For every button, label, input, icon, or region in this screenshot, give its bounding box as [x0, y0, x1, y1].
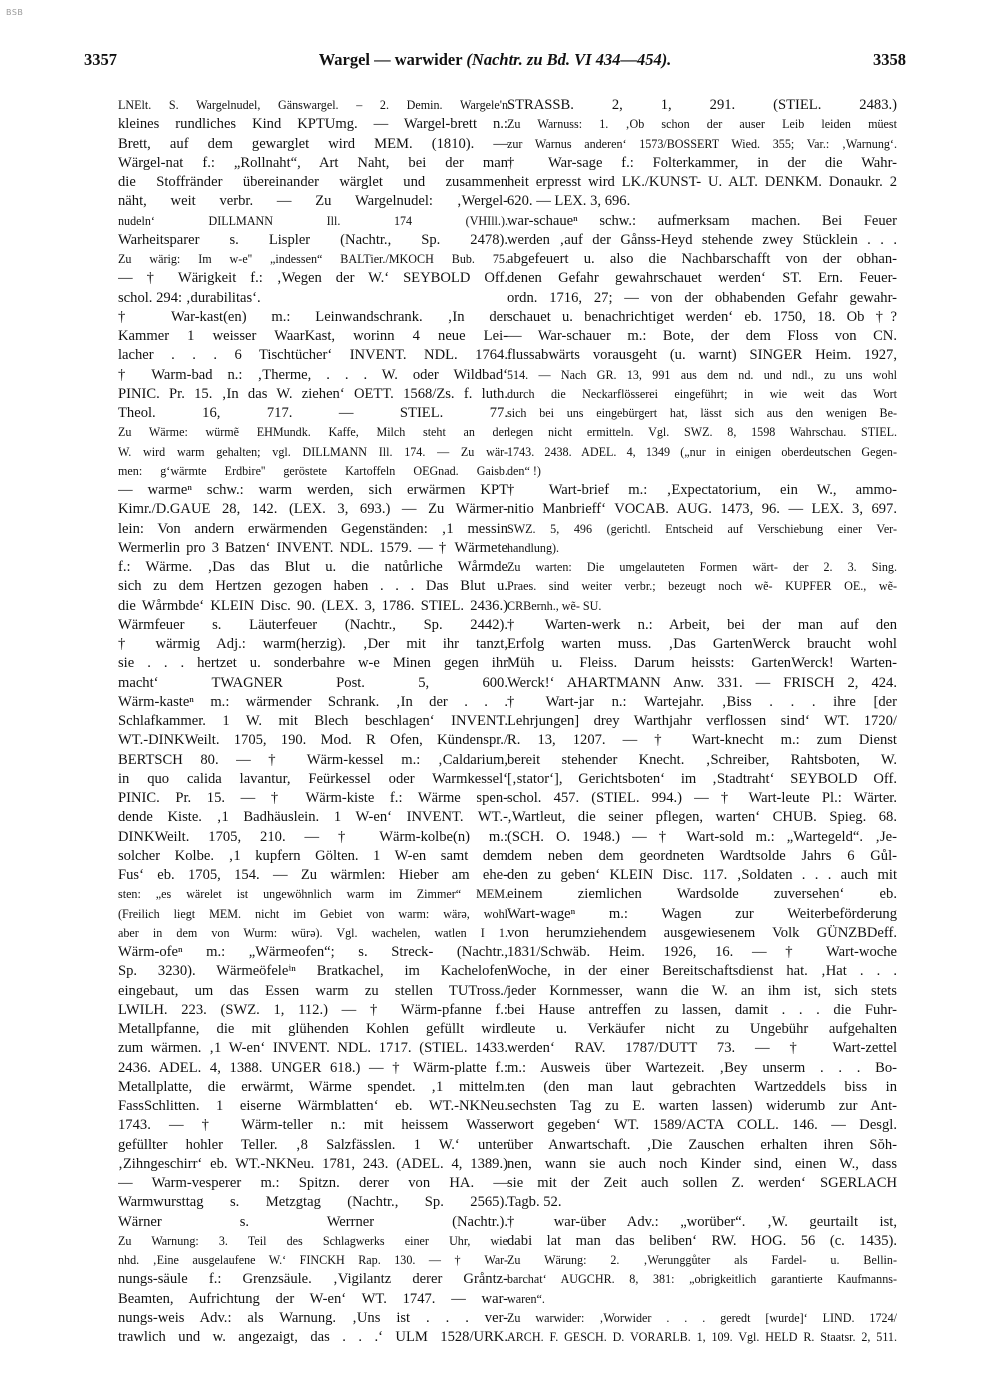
text-line: — warmeⁿ schw.: warm werden, sich erwärmen KPT — [118, 482, 508, 498]
text-line: sie . . . hertzet u. sonderbahre w-e Minen gegen ihr — [118, 655, 508, 672]
text-line: [‚stator‘], Gerichtsboten‘ im ‚Stadtraht‘ SEYBOLD Off. — [507, 770, 897, 787]
text-line: denen Gefahr gewahrschauet werden‘ ST. Ern. Feuer- — [507, 270, 897, 287]
text-line: ten (den man laut gebrachten Wartzeddels biss in — [507, 1078, 897, 1095]
text-line: 1743. — † Wärm-teller n.: mit heissem Wasser — [118, 1117, 508, 1134]
text-line: solcher Kolbe. ‚1 kupfern Gölten. 1 W-en samt dem — [118, 847, 508, 864]
text-line: Zu Wärung: 2. ‚Werunggůter als Fardel- u. Bellin- — [507, 1253, 897, 1267]
text-line: (Freilich liegt MEM. nicht im Gebiet von warm: wärə, wohl — [118, 906, 508, 921]
text-line: dabi lat man das beliben‘ RW. HOG. 56 (c. 1435). — [507, 1232, 897, 1249]
text-line: 620. — LEX. 3, 696. — [507, 193, 631, 210]
text-line: 1743. 2438. ADEL. 4, 1349 („nur in einigen oberdeutschen Gegen- — [507, 444, 897, 459]
text-line: FassSchlitten. 1 eiserne Wärmblatten‘ eb. WT.-NKNeu. — [118, 1098, 508, 1114]
text-line: barchat‘ AUGCHR. 8, 381: „obrigkeitlich garantierte Kaufmanns- — [507, 1272, 897, 1287]
text-line: Zu Warnung: 3. Teil des Schlagwerks einer Uhr, wie — [118, 1233, 508, 1248]
text-line: Praes. sind weiter verbr.; bezeugt noch wẽ- KUPFER OE., wẽ- — [507, 579, 897, 594]
text-line: Beamten, Aufrichtung der W-en‘ WT. 1747. — war- — [118, 1290, 508, 1307]
text-line: Warmwursttag s. Metzgtag (Nachtr., Sp. 2565). — [118, 1194, 508, 1211]
text-line: Zu warten: Die umgelauteten Formen wärt- der 2. 3. Sing. — [507, 560, 897, 574]
text-line: Metallpfanne, die mit glühenden Kohlen gefüllt wird — [118, 1021, 508, 1037]
text-line: Schlafkammer. 1 W. mit Blech beschlagen‘ INVENT. — [118, 713, 508, 729]
text-line: LWILH. 223. (SWZ. 1, 112.) — † Wärm-pfanne f.: — [118, 1001, 508, 1018]
text-line: Kimr./D.GAUE 28, 142. (LEX. 3, 693.) — Zu Wärmer- — [118, 501, 508, 518]
text-line: leute u. Verkäufer nicht zu Ungebühr aufgehalten — [507, 1021, 897, 1037]
text-line: Zu Warnuss: 1. ‚Ob schon der auser Leib leiden müest — [507, 117, 897, 132]
text-line: PINIC. Pr. 15. — † Wärm-kiste f.: Wärme spen- — [118, 790, 508, 806]
text-line: † War-sage f.: Folterkammer, in der die Wahr- — [507, 154, 897, 171]
text-line: sich zu dem Hertzen gezogen haben . . . Das Blut u. — [118, 578, 508, 595]
text-line: men: gʻwärmte Erdbire'' geröstete Kartoffeln OEGnad. Gaisb. — [118, 463, 508, 478]
text-line: — Warm-vesperer m.: Spitzn. derer von HA. — — [118, 1175, 508, 1191]
text-line: nungs-säule f.: Grenzsäule. ‚Vigilantz derer Gråntz- — [118, 1271, 508, 1288]
text-line: Woche, in der einer Bereitschaftsdienst hat. ‚Hat . . . — [507, 963, 897, 980]
text-line: Werck!‘ AHARTMANN Anw. 331. — FRISCH 2, 424. — [507, 674, 897, 691]
page-number-right: 3358 — [873, 50, 906, 69]
text-line: Lehrjungen] drey Warthjahr verflossen sind‘ WT. 1720/ — [507, 713, 897, 729]
text-line: † Warten-werk n.: Arbeit, bei der man auf den — [507, 616, 897, 633]
text-line: ‚Zihngeschirr‘ eb. WT.-NKNeu. 1781, 243. (ADEL. 4, 1389.) — [118, 1155, 508, 1172]
text-line: Kammer 1 weisser WaarKast, worinn 4 neue Lei- — [118, 328, 508, 344]
text-line: war-schaueⁿ schw.: aufmerksam machen. Bei Feuer — [507, 212, 897, 229]
text-line: Zu Wärme: würmẽ EHMundk. Kaffe, Milch steht an der — [118, 425, 508, 440]
text-line: einem ziemlichen Wardsolde zuversehen‘ eb. — [507, 886, 897, 903]
text-line: 514. — Nach GR. 13, 991 aus dem nd. und ndl., zu uns wohl — [507, 367, 897, 382]
text-line: 2436. ADEL. 4, 1388. UNGER 618.) — † Wärm-platte f.: — [118, 1059, 508, 1076]
text-line: zur Warnus anderen‘ 1573/BOSSERT Wied. 355; Var.: ‚Warnung‘. — [507, 136, 897, 151]
text-line: † War-kast(en) m.: Leinwandschrank. ‚In der — [118, 308, 508, 325]
text-line: Zu warwider: ‚Worwider . . . geredt [wurde]‘ LIND. 1724/ — [507, 1310, 897, 1325]
text-line: Metallplatte, die erwärmt, Wärme spendet. ‚1 mittelm. — [118, 1078, 508, 1095]
library-stamp: BSB — [6, 8, 24, 17]
text-line: eingebaut, um das Essen warm zu stellen TUTross./ — [118, 982, 508, 999]
text-line: Wärm-ofeⁿ m.: „Wärmeofen“; s. Streck- (Nachtr., — [118, 944, 508, 960]
text-line: 1831/Schwäb. Heim. 1926, 16. — † Wart-woche — [507, 944, 897, 960]
text-line: waren“. — [507, 1291, 545, 1306]
text-line: schol. 294: ‚durabilitas‘. — [118, 289, 261, 306]
text-line: lacher . . . 6 Tischtücher‘ INVENT. NDL. 1764. — [118, 347, 508, 364]
text-line: Wart-wageⁿ m.: Wagen zur Weiterbeförderung — [507, 905, 897, 922]
text-line: nhd. ‚Eine ausgelaufene W.‘ FINCKH Rap. 130. — † War- — [118, 1253, 508, 1267]
running-title-text: Wargel — warwider — [318, 50, 463, 69]
text-line: kleines rundliches Kind KPTUmg. — Wargel-brett n.: — [118, 116, 508, 133]
text-line: m.: Ausweis über Wartezeit. ‚Bey unserm . . . Bo- — [507, 1059, 897, 1076]
text-line: von herumziehendem ausgewiesenem Volk GÜNZBDeff. — [507, 924, 897, 941]
text-line: legen nicht ermitteln. Vgl. SWZ. 8, 1598 Wahrschau. STIEL. — [507, 425, 897, 440]
text-line: bereit stehender Knecht. ‚Schreiber, Rahtsboten, W. — [507, 751, 897, 768]
text-line: † Warm-bad n.: ‚Therme, . . . W. oder Wildbad‘ — [118, 366, 508, 383]
text-line: WT.-DINKWeilt. 1705, 190. Mod. R Ofen, Kündenspr./ — [118, 732, 508, 749]
text-line: abgefeuert u. also die Nachbarschafft von der obhan- — [507, 251, 897, 267]
text-line: aber in dem von Wurm: würə). Vgl. wachelen, watlen I 1. — [118, 925, 508, 940]
text-line: über Anwartschaft. ‚Die Zauschen erhalten ihren Sŏh- — [507, 1136, 897, 1153]
text-line: die Wårmbde‘ KLEIN Disc. 90. (LEX. 3, 1786. STIEL. 2436.) — [118, 597, 508, 614]
text-line: dem neben dem geordneten Wardtsolde Jahrs 6 Gůl- — [507, 847, 897, 864]
text-line: Warheitsparer s. Lispler (Nachtr., Sp. 2478). — [118, 231, 508, 248]
text-line: heit erpresst wird LK./KUNST- U. ALT. DENKM. Donaukr. 2 — [507, 174, 897, 190]
left-column — [118, 96, 508, 1347]
text-line: † Wart-jar n.: Wartejahr. ‚Biss . . . ihre [der — [507, 693, 897, 710]
text-line: — War-schauer m.: Bote, der dem Floss von CN. — [507, 328, 897, 344]
text-line: schol. 457. (STIEL. 994.) — † Wart-leute Pl.: Wärter. — [507, 790, 897, 806]
text-line: DINKWeilt. 1705, 210. — † Wärm-kolbe(n) m.: — [118, 828, 508, 845]
page-number-left: 3357 — [84, 50, 117, 69]
text-line: Müh u. Fleiss. Darum heissts: GartenWerck! Warten- — [507, 655, 897, 672]
text-line: durch die Neckarflösserei eingeführt; in wie weit das Wort — [507, 386, 897, 401]
text-line: ARCH. F. GESCH. D. VORARLB. 1, 109. Vgl. HELD R. Staatsr. 2, 511. — [507, 1330, 897, 1344]
text-line: jeder Kornmesser, wann die W. an ihm ist, sich stets — [507, 982, 897, 999]
text-line: den zu geben‘ KLEIN Disc. 117. ‚Soldaten . . . auch mit — [507, 867, 897, 883]
text-line: Theol. 16, 717. — STIEL. 77. — [118, 405, 508, 421]
text-line: BERTSCH 80. — † Wärm-kessel m.: ‚Caldarium, — [118, 751, 508, 768]
text-line: werden ‚auf der Gånss-Heyd stehende zwey Stücklein . . . — [507, 231, 897, 248]
text-line: die Stoffränder übereinander wärglet und zusammen — [118, 174, 508, 190]
text-line: handlung). — [507, 540, 560, 555]
page-header — [84, 50, 906, 74]
right-column — [507, 96, 897, 1347]
text-line: näht, weit verbr. — Zu Wargelnudel: ‚Wergel- — [118, 193, 508, 210]
text-line: lein: Von andern erwärmenden Gegenständen: ‚1 messin — [118, 520, 508, 537]
text-line: flussabwärts vorausgeht (u. warnt) SINGER Heim. 1927, — [507, 347, 897, 364]
text-line: trawlich und w. angezaigt, das . . .‘ ULM 1528/URK. — [118, 1329, 508, 1345]
text-line: (SCH. O. 1948.) — † Wart-sold m.: „Wartegeld“. ‚Je- — [507, 828, 897, 845]
text-line: Wärner s. Werrner (Nachtr.). — [118, 1213, 508, 1230]
text-line: schauet u. benachrichtiget werden‘ eb. 1750, 18. Ob †? — [507, 308, 897, 325]
text-line: werden‘ RAV. 1787/DUTT 73. — † Wart-zettel — [507, 1040, 897, 1057]
text-line: in quo calida lavantur, Feürkessel oder Warmkessel‘ — [118, 770, 508, 787]
text-line: Erfolg warten muss. ‚Das GartenWerck braucht wohl — [507, 636, 897, 652]
text-line: R. 13, 1207. — † Wart-knecht m.: zum Dienst — [507, 732, 897, 749]
text-line: † Wart-brief m.: ‚Expectatorium, ein W., ammo- — [507, 482, 897, 498]
text-line: macht‘ TWAGNER Post. 5, 600. — [118, 674, 508, 691]
text-line: den“ !) — [507, 463, 541, 478]
running-title — [84, 50, 906, 70]
text-line: Sp. 3230). Wärmeöfeleⁱⁿ Bratkachel, im Kachelofen — [118, 963, 508, 980]
text-line: sten: „es wärelet ist ungewöhnlich warm im Zimmer“ MEM. — [118, 887, 508, 902]
text-line: bei Hause antreffen zu lassen, damit . . . die Fuhr- — [507, 1001, 897, 1018]
text-line: SWZ. 5, 496 (gerichtl. Entscheid auf Verschiebung einer Ver- — [507, 521, 897, 536]
running-title-suffix: (Nachtr. zu Bd. VI 434—454). — [466, 50, 672, 69]
text-line: sich bei uns eingebürgert hat, lässt sich aus den wenigen Be- — [507, 406, 897, 420]
text-line: nen, wann sie auch noch Kinder sind, einen W., dass — [507, 1155, 897, 1172]
text-line: Brett, auf dem gewarglet wird MEM. (1810). — — [118, 135, 508, 152]
text-line: wort gegeben‘ WT. 1589/ACTA COLL. 146. — Desgl. — [507, 1117, 897, 1134]
text-line: Zu wärig: Im w-e'' „indessen“ BALTier./MKOCH Bub. 75. — [118, 252, 508, 266]
text-line: LNElt. S. Wargelnudel, Gänswargel. – 2. Demin. Wargele'n — [118, 98, 508, 112]
text-line: Fus‘ eb. 1705, 154. — Zu wärmlen: Hieber am ehe- — [118, 867, 508, 883]
text-line: nungs-weis Adv.: als Warnung. ‚Uns ist . . . ver- — [118, 1309, 508, 1326]
text-line: sie mit der Zeit auch sollen Z. werden‘ SGERLACH — [507, 1175, 897, 1191]
text-line: nitio Manbrieff‘ VOCAB. AUG. 1473, 96. — LEX. 3, 697. — [507, 501, 897, 518]
text-line: nudeln‘ DILLMANN Ill. 174 (VHIll.). — [118, 213, 508, 228]
text-line: ordn. 1716, 27; — von der obhabenden Gefahr gewahr- — [507, 289, 897, 306]
text-line: PINIC. Pr. 15. ‚In das W. ziehen‘ OETT. 1568/Zs. f. luth. — [118, 385, 508, 402]
text-line: gefüllter hohler Teller. ‚8 Salzfässlen. 1 W.‘ unter — [118, 1136, 508, 1153]
text-line: W. wird warm gehalten; vgl. DILLMANN Ill. 174. — Zu wär- — [118, 444, 508, 459]
text-line: Wermerlin pro 3 Batzen‘ INVENT. NDL. 1579. — † Wärmete — [118, 539, 508, 556]
text-line: ‚Wartleut, die seiner pflegen, warten‘ CHUB. Spieg. 68. — [507, 809, 897, 826]
text-line: Wärmfeuer s. Läuterfeuer (Nachtr., Sp. 2442). — [118, 616, 508, 633]
text-line: f.: Wärme. ‚Das das Blut u. die natůrliche Wårmde — [118, 559, 508, 575]
text-line: CRBernh., wẽ- SU. — [507, 598, 602, 613]
text-line: Tagb. 52. — [507, 1194, 562, 1211]
text-line: dende Kiste. ‚1 Badhäuslein. 1 W-en‘ INVENT. WT.- — [118, 809, 508, 826]
text-line: Wärm-kasteⁿ m.: wärmender Schrank. ‚In der . . . — [118, 693, 508, 710]
text-line: sechsten Tag zu E. warten lassen) widerumb zur Ant- — [507, 1098, 897, 1114]
text-line: zum wärmen. ‚1 W-en‘ INVENT. NDL. 1717. (STIEL. 1433. — [118, 1040, 508, 1057]
text-line: † wärmig Adj.: warm(herzig). ‚Der mit ihr tanzt, — [118, 636, 508, 652]
text-line: † war-über Adv.: „worüber“. ‚W. geurtailt ist, — [507, 1213, 897, 1230]
text-line: Wärgel-nat f.: „Rollnaht“, Art Naht, bei der man — [118, 154, 508, 171]
text-line: STRASSB. 2, 1, 291. (STIEL. 2483.) — [507, 97, 897, 113]
text-line: — † Wärigkeit f.: ‚Wegen der W.‘ SEYBOLD Off. — [118, 270, 508, 287]
